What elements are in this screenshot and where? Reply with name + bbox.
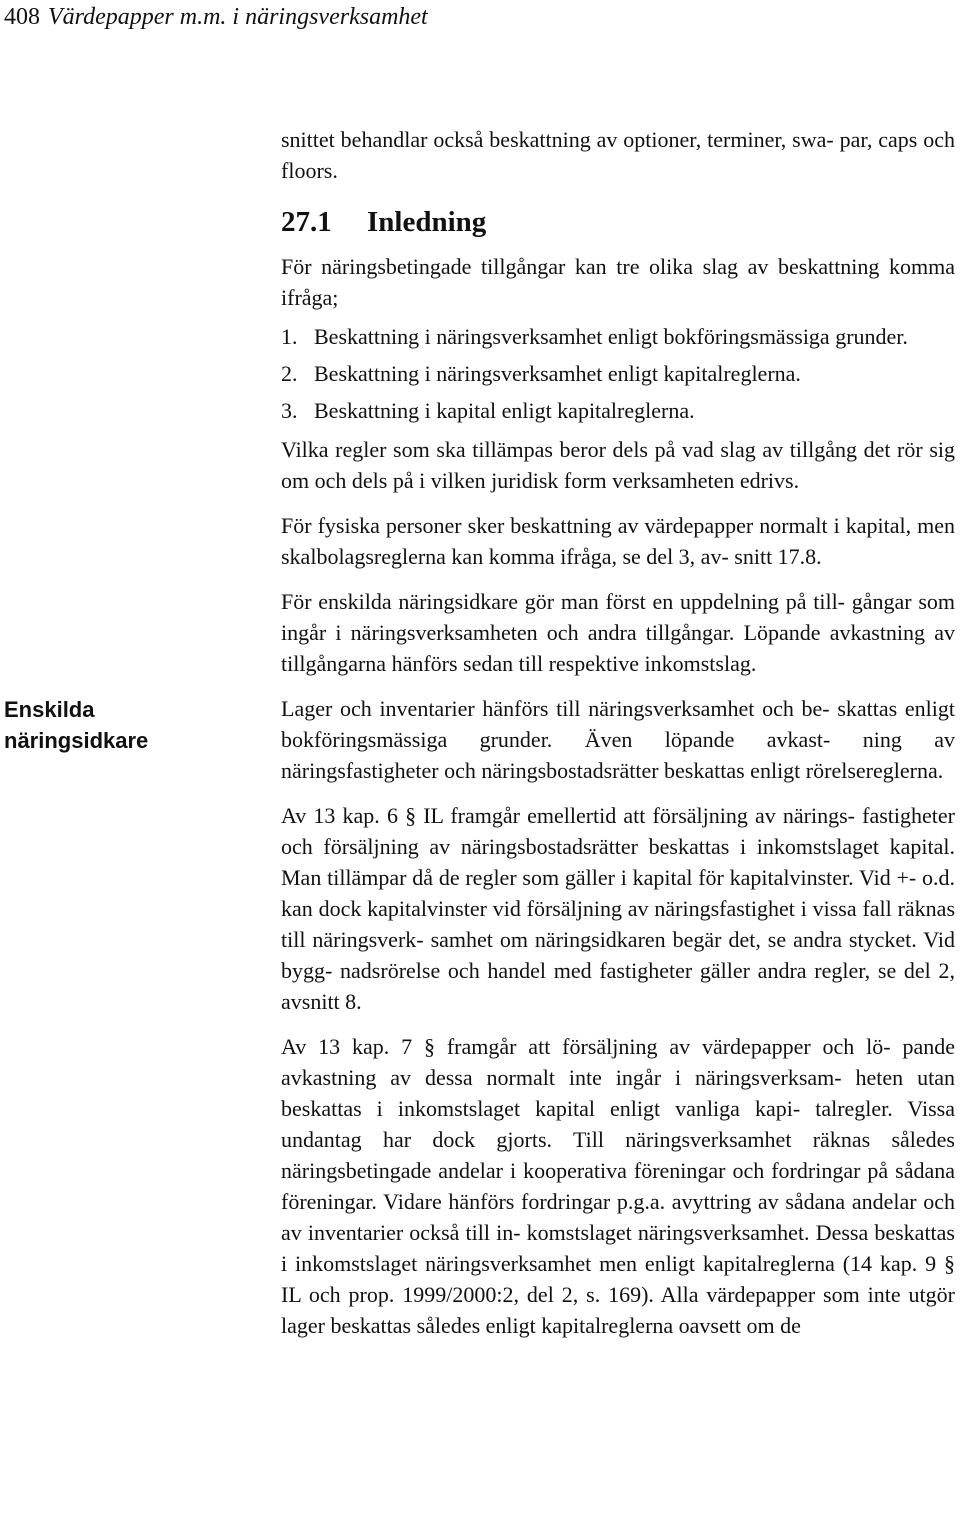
section-heading — [281, 202, 955, 242]
lead-paragraph: För näringsbetingade tillgångar kan tre olika slag av beskattning komma ifråga; — [281, 254, 955, 310]
paragraph-enskilda-naringsidkare: För enskilda näringsidkare gör man först en uppdelning på till- gångar som ingår i näringsverksamheten och andra tillgångar. Löpande avkastning av tillgångarna hänförs sedan till respektive inkomstslag. — [281, 589, 955, 676]
paragraph-13-kap-6: Av 13 kap. 6 § IL framgår emellertid att försäljning av närings- fastigheter och försäljning av näringsbostadsrätter beskattas i inkomstslaget kapital. Man tillämpar då de regler som gäller i kapital för kapitalvinster. Vid +- o.d. kan dock kapitalvinster vid försäljning av näringsfastighet i vissa fall räknas till näringsverk- samhet om näringsidkaren begär det, se andra stycket. Vid bygg- nadsrörelse och handel med fastigheter gäller andra regler, se del 2, avsnitt 8. — [281, 803, 955, 1014]
list-item-number: 3. — [281, 398, 298, 423]
paragraph-fysiska-personer: För fysiska personer sker beskattning av värdepapper normalt i kapital, men skalbolagsreglerna kan komma ifråga, se del 3, av- snitt 17.8. — [281, 513, 955, 569]
margin-note-line-1: Enskilda — [4, 697, 95, 722]
running-title: Värdepapper m.m. i näringsverksamhet — [48, 4, 428, 30]
list-item — [281, 358, 955, 389]
paragraph-13-kap-7: Av 13 kap. 7 § framgår att försäljning av värdepapper och lö- pande avkastning av dessa normalt inte ingår i näringsverksam- heten utan beskattas i inkomstslaget kapital enligt vanliga kapi- talregler. Vissa undantag har dock gjorts. Till näringsverksamhet räknas således näringsbetingade andelar i kooperativa föreningar och fordringar på sådana föreningar. Vidare hänförs fordringar p.g.a. avyttring av sådana andelar och av inventarier också till in- komstslaget näringsverksamhet. Dessa beskattas i inkomstslaget näringsverksamhet men enligt kapitalreglerna (14 kap. 9 § IL och prop. 1999/2000:2, del 2, s. 169). Alla värdepapper som inte utgör lager beskattas således enligt kapitalreglerna oavsett om de — [281, 1034, 955, 1338]
list-item — [281, 321, 955, 352]
list-item-text: Beskattning i näringsverksamhet enligt bokföringsmässiga grunder. — [314, 324, 908, 349]
list-item — [281, 395, 955, 426]
list-item-number: 2. — [281, 361, 298, 386]
margin-note — [4, 694, 204, 756]
list-item-text: Beskattning i kapital enligt kapitalreglerna. — [314, 398, 695, 423]
section-number: 27.1 — [281, 206, 332, 238]
paragraph-vilka-regler: Vilka regler som ska tillämpas beror dels på vad slag av tillgång det rör sig om och dels på i vilken juridisk form verksamheten edrivs. — [281, 437, 955, 493]
taxation-list — [281, 321, 955, 426]
margin-note-line-2: näringsidkare — [4, 728, 149, 753]
paragraph-lager-inventarier: Lager och inventarier hänförs till näringsverksamhet och be- skattas enligt bokföringsmässiga grunder. Även löpande avkast- ning av näringsfastigheter och näringsbostadsrätter beskattas enligt rörelsereglerna. — [281, 696, 955, 783]
section-title: Inledning — [367, 206, 487, 238]
page-header — [4, 2, 428, 32]
list-item-text: Beskattning i näringsverksamhet enligt kapitalreglerna. — [314, 361, 801, 386]
list-item-number: 1. — [281, 324, 298, 349]
main-text — [281, 124, 955, 1341]
intro-paragraph: snittet behandlar också beskattning av optioner, terminer, swa- par, caps och floors. — [281, 127, 955, 183]
page-number: 408 — [4, 4, 40, 30]
